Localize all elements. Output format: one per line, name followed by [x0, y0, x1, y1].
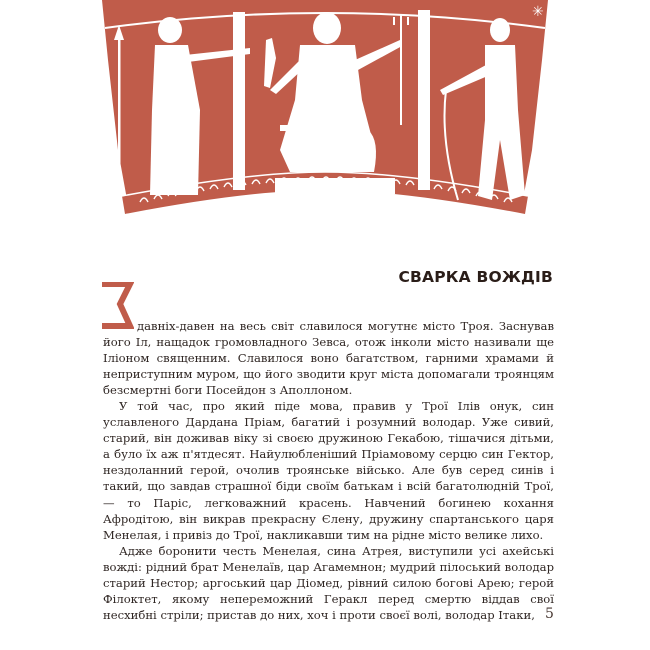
page-number: 5: [545, 606, 554, 622]
svg-text:✳: ✳: [532, 4, 544, 20]
paragraph: У той час, про який піде мова, правив у Трої Ілів онук, син уславленого Дардана Пріам, багатий і розумний володар. Уже сивий, старий, він доживав віку зі своєю дружиною Гекабою, тішачися дітьми, а було їх аж п'ятдесят. Найулюбленіший Пріамовому серцю син Гектор, нездоланний герой, очолив троянське військо. Але був серед синів і такий, що завдав страшної біди своїм батькам і всій багатолюдній Трої, — то Паріс, легковажний красень. Навчений богинею кохання Афродітою, він викрав прекрасну Єлену, дружину спартанського царя Менелая, і привіз до Трої, накликавши тим на рідне місто велике лихо.: [103, 399, 554, 542]
chapter-body: [103, 318, 554, 623]
vase-illustration: [100, 0, 550, 245]
paragraph: Адже боронити честь Менелая, сина Атрея, виступили усі ахейські вожді: рідний брат Менелаїв, цар Агамемнон; мудрий пілоський володар старий Нестор; аргоський цар Діомед, рівний силою богові Арею; герой Філоктет, якому непереможний Геракл перед смертю віддав свої несхибні стріли; пристав до них, хоч і проти своєї волі, володар Ітаки,: [103, 543, 554, 622]
paragraph: давніх-давен на весь світ славилося могутнє місто Троя. Заснував його Іл, нащадок громовладного Зевса, отож інколи місто називали ще Іліоном священним. Славилося воно багатством, гарними храмами й неприступним муром, що його зводити круг міста допомагали троянцям безсмертні боги Посейдон з Аполлоном.: [103, 319, 554, 398]
chapter-title: СВАРКА ВОЖДІВ: [398, 268, 553, 286]
